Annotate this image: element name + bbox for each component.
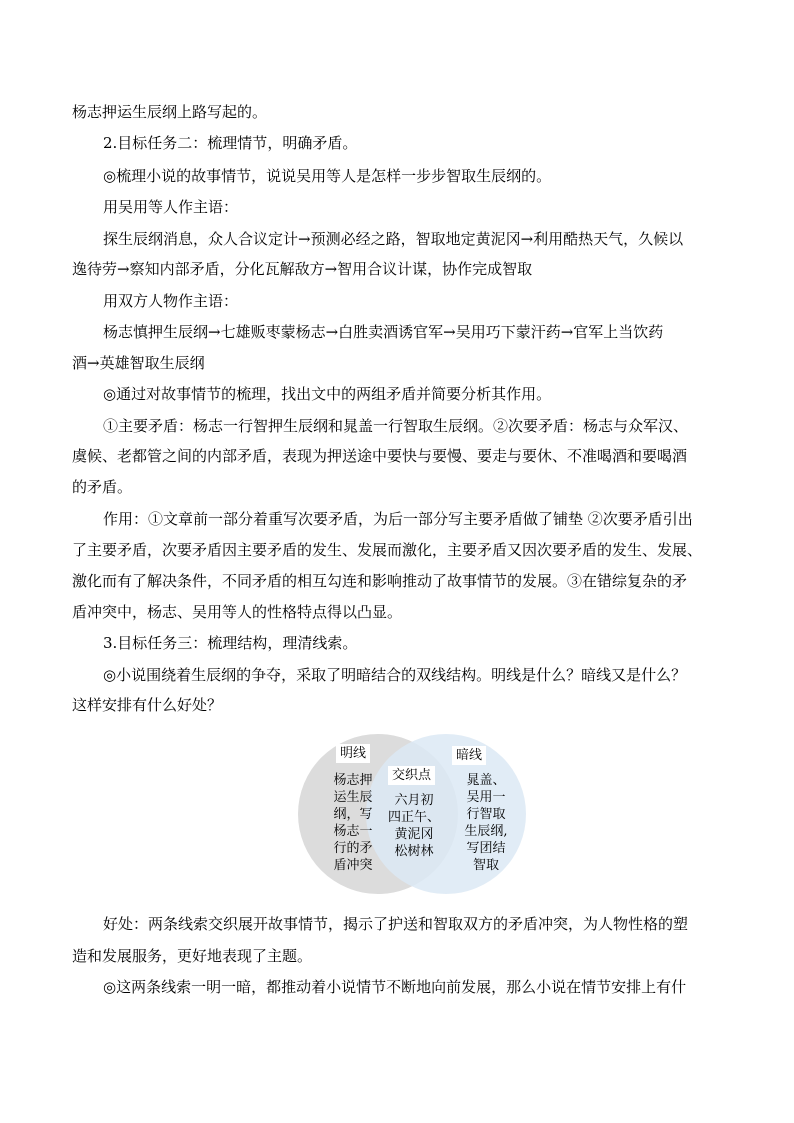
text-line: 探生辰纲消息，众人合议定计→预测必经之路，智取地定黄泥冈→利用酷热天气，久候以 xyxy=(103,230,684,248)
venn-right-line: 智取 xyxy=(472,858,499,873)
section-heading: 3.目标任务三：梳理结构，理清线索。 xyxy=(103,634,358,652)
venn-right-line: 行智取 xyxy=(466,807,506,822)
venn-middle-line: 松树林 xyxy=(394,844,434,859)
section-heading: 2.目标任务二：梳理情节，明确矛盾。 xyxy=(103,134,358,152)
venn-left-text xyxy=(326,772,380,874)
text-line: 盾冲突中，杨志、吴用等人的性格特点得以凸显。 xyxy=(72,603,403,621)
text-line: 用双方人物作主语： xyxy=(103,292,239,310)
venn-left-line: 杨志一 xyxy=(333,824,373,839)
text-line: 杨志押运生辰纲上路写起的。 xyxy=(72,103,268,121)
text-line: 了主要矛盾，次要矛盾因主要矛盾的发生、发展而激化，主要矛盾又因次要矛盾的发生、发展、 xyxy=(72,541,703,559)
venn-left-line: 盾冲突 xyxy=(333,858,373,873)
question-line: ◎小说围绕着生辰纲的争夺，采取了明暗结合的双线结构。明线是什么？暗线又是什么？ xyxy=(103,666,687,684)
venn-middle-text xyxy=(386,792,442,860)
venn-right-line: 生辰纲, xyxy=(464,824,508,839)
text-line: 作用：①文章前一部分着重写次要矛盾，为后一部分写主要矛盾做了铺垫 ②次要矛盾引出 xyxy=(103,510,693,528)
venn-middle-title: 交织点 xyxy=(388,766,435,785)
venn-right-text xyxy=(458,772,514,874)
venn-right-line: 写团结 xyxy=(466,841,506,856)
text-line: ①主要矛盾：杨志一行智押生辰纲和晁盖一行智取生辰纲。②次要矛盾：杨志与众军汉、 xyxy=(103,417,689,435)
text-line: 这样安排有什么好处？ xyxy=(72,696,223,714)
venn-left-line: 运生辰 xyxy=(333,790,373,805)
question-line: ◎这两条线索一明一暗，都推动着小说情节不断地向前发展，那么小说在情节安排上有什 xyxy=(103,978,687,996)
text-line: 虞候、老都管之间的内部矛盾，表现为押送途中要快与要慢、要走与要休、不准喝酒和要喝酒 xyxy=(72,447,688,465)
text-line: 杨志慎押生辰纲→七雄贩枣蒙杨志→白胜卖酒诱官军→吴用巧下蒙汗药→官军上当饮药 xyxy=(103,323,664,341)
text-line: 的矛盾。 xyxy=(72,478,133,496)
venn-left-title: 明线 xyxy=(336,744,370,763)
text-line: 逸待劳→察知内部矛盾，分化瓦解敌方→智用合议计谋，协作完成智取 xyxy=(72,260,533,278)
venn-middle-line: 四正午、 xyxy=(387,810,440,825)
venn-middle-line: 六月初 xyxy=(394,793,434,808)
venn-left-line: 行的矛 xyxy=(333,841,373,856)
text-line: 用吴用等人作主语： xyxy=(103,198,239,216)
venn-right-line: 晁盖、 xyxy=(466,773,506,788)
text-line: 酒→英雄智取生辰纲 xyxy=(72,354,205,372)
text-line: 激化而有了解决条件，不同矛盾的相互勾连和影响推动了故事情节的发展。③在错综复杂的矛 xyxy=(72,572,688,590)
venn-middle-line: 黄泥冈 xyxy=(394,827,434,842)
venn-diagram xyxy=(298,722,526,906)
question-line: ◎梳理小说的故事情节，说说吴用等人是怎样一步步智取生辰纲的。 xyxy=(103,167,552,185)
venn-left-line: 纲，写 xyxy=(333,807,373,822)
text-line: 好处：两条线索交织展开故事情节，揭示了护送和智取双方的矛盾冲突，为人物性格的塑 xyxy=(103,915,689,933)
venn-right-line: 吴用一 xyxy=(466,790,506,805)
venn-left-line: 杨志押 xyxy=(333,773,373,788)
venn-right-title: 暗线 xyxy=(452,746,486,765)
question-line: ◎通过对故事情节的梳理，找出文中的两组矛盾并简要分析其作用。 xyxy=(103,385,552,403)
text-line: 造和发展服务，更好地表现了主题。 xyxy=(72,947,313,965)
